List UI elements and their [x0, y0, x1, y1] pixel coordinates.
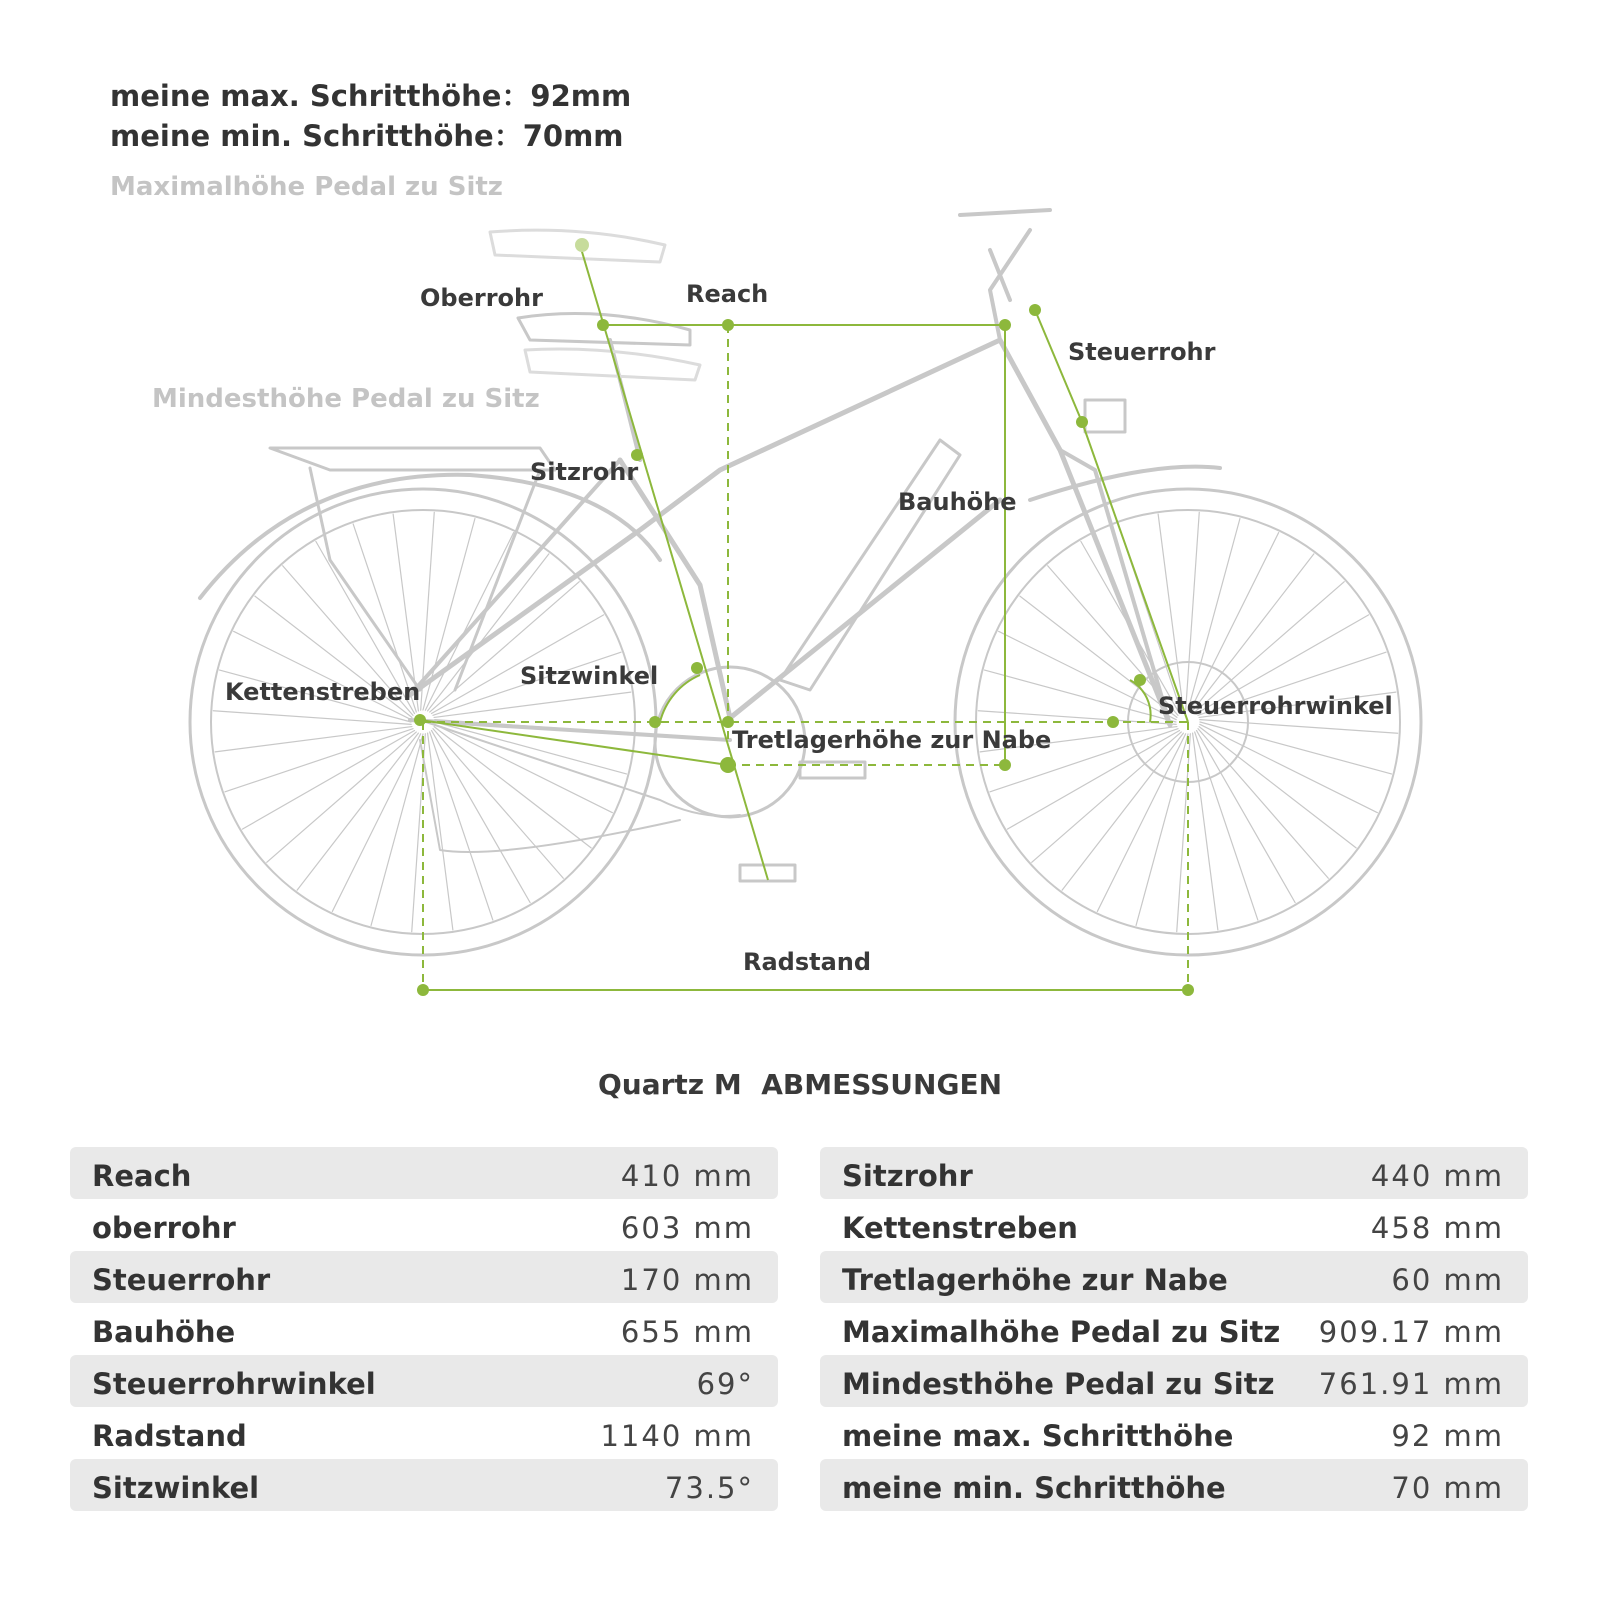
- row-value: 69°: [696, 1367, 754, 1401]
- label-reach: Reach: [686, 280, 769, 308]
- row-label: Tretlagerhöhe zur Nabe: [842, 1263, 1228, 1297]
- spoke: [234, 631, 412, 719]
- dimensions-right-column: [820, 1147, 1528, 1511]
- dimensions-left-column: [70, 1147, 778, 1511]
- table-title: Quartz M ABMESSUNGEN: [597, 1068, 1003, 1101]
- row-label: Kettenstreben: [842, 1211, 1078, 1245]
- row-label: oberrohr: [92, 1211, 236, 1245]
- label-max-saddle-height: Maximalhöhe Pedal zu Sitz: [110, 172, 503, 202]
- label-steuerrohrwinkel: Steuerrohrwinkel: [1158, 692, 1393, 720]
- table-row: [820, 1147, 1528, 1199]
- label-sitzwinkel: Sitzwinkel: [520, 662, 659, 690]
- row-value: 655 mm: [620, 1315, 754, 1349]
- table-row: [820, 1459, 1528, 1511]
- row-value: 60 mm: [1391, 1263, 1504, 1297]
- table-row: [820, 1199, 1528, 1251]
- row-value: 1140 mm: [600, 1419, 754, 1453]
- spoke: [434, 727, 591, 848]
- spoke: [1200, 720, 1398, 734]
- row-label: meine min. Schritthöhe: [842, 1471, 1226, 1505]
- row-label: Maximalhöhe Pedal zu Sitz: [842, 1315, 1281, 1349]
- spoke: [1193, 554, 1314, 711]
- table-row: [820, 1303, 1528, 1355]
- table-row: [820, 1355, 1528, 1407]
- table-row: [70, 1459, 778, 1511]
- label-tretlagerhoehe: Tretlagerhöhe zur Nabe: [732, 726, 1052, 754]
- row-label: Mindesthöhe Pedal zu Sitz: [842, 1367, 1275, 1401]
- row-label: Steuerrohr: [92, 1263, 271, 1297]
- table-row: [820, 1407, 1528, 1459]
- row-value: 909.17 mm: [1318, 1315, 1504, 1349]
- row-label: Bauhöhe: [92, 1315, 236, 1349]
- spoke: [435, 724, 613, 812]
- row-value: 92 mm: [1391, 1419, 1504, 1453]
- spoke: [1177, 734, 1191, 932]
- label-oberrohr: Oberrohr: [420, 284, 543, 312]
- spoke: [1199, 727, 1356, 848]
- spoke: [978, 711, 1176, 725]
- table-row: [70, 1199, 778, 1251]
- min-inseam-line: meine min. Schritthöhe：70mm: [110, 119, 624, 153]
- spoke: [1020, 596, 1177, 717]
- bike-illustration: [190, 210, 1421, 955]
- label-radstand: Radstand: [743, 948, 872, 976]
- row-value: 440 mm: [1370, 1159, 1504, 1193]
- label-steuerrohr: Steuerrohr: [1068, 338, 1216, 366]
- label-kettenstreben: Kettenstreben: [225, 678, 421, 706]
- row-label: Sitzrohr: [842, 1159, 973, 1193]
- spoke: [371, 734, 423, 925]
- row-value: 410 mm: [620, 1159, 754, 1193]
- row-value: 603 mm: [620, 1211, 754, 1245]
- row-value: 458 mm: [1370, 1211, 1504, 1245]
- spoke: [332, 734, 420, 912]
- table-row: [70, 1407, 778, 1459]
- row-value: 70 mm: [1391, 1471, 1504, 1505]
- table-row: [70, 1251, 778, 1303]
- row-value: 761.91 mm: [1318, 1367, 1504, 1401]
- row-label: Sitzwinkel: [92, 1471, 260, 1505]
- label-bauhoehe: Bauhöhe: [898, 488, 1017, 516]
- row-value: 170 mm: [620, 1263, 754, 1297]
- table-row: [820, 1251, 1528, 1303]
- row-label: Steuerrohrwinkel: [92, 1367, 376, 1401]
- spoke: [297, 733, 418, 890]
- spoke: [213, 711, 411, 725]
- table-row: [70, 1147, 778, 1199]
- row-label: Radstand: [92, 1419, 247, 1453]
- spoke: [425, 533, 513, 711]
- table-row: [70, 1303, 778, 1355]
- row-value: 73.5°: [664, 1471, 754, 1505]
- spoke: [1062, 733, 1183, 890]
- max-inseam-line: meine max. Schritthöhe：92mm: [110, 79, 632, 113]
- spoke: [1186, 512, 1200, 710]
- row-label: meine max. Schritthöhe: [842, 1419, 1234, 1453]
- label-min-saddle-height: Mindesthöhe Pedal zu Sitz: [152, 384, 540, 414]
- row-label: Reach: [92, 1159, 192, 1193]
- label-sitzrohr: Sitzrohr: [530, 458, 639, 486]
- table-row: [70, 1355, 778, 1407]
